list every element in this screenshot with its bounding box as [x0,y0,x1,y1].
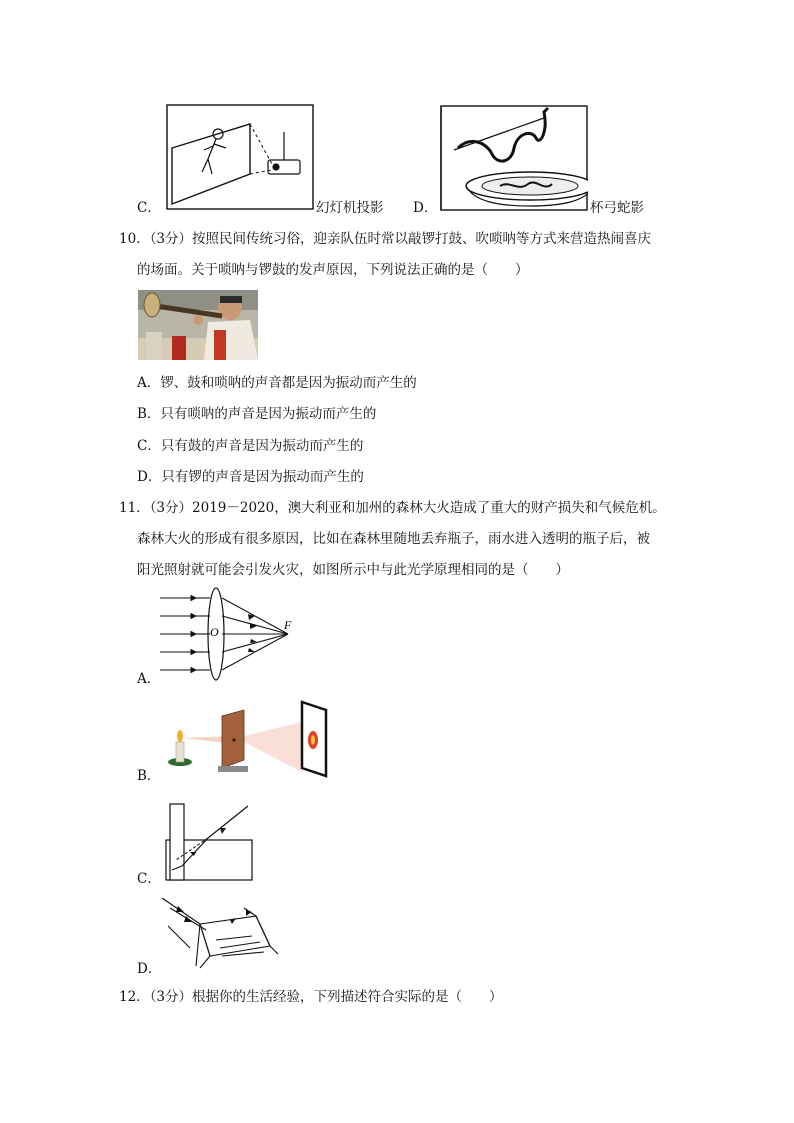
q11-option-d: D． [137,961,162,977]
q11-stem-line3: 阳光照射就可能会引发火灾，如图所示中与此光学原理相同的是（ ） [137,562,569,578]
q10-option-a: A．锣、鼓和唢呐的声音都是因为振动而产生的 [137,375,417,391]
suona-photo [138,290,258,360]
q10-line1 [119,230,651,248]
q12-score: （3分） [149,989,193,1005]
q11-option-c: C． [137,871,161,887]
q9-option-d-caption: 杯弓蛇影 [590,200,644,216]
q11-line1 [119,499,666,517]
q9-option-c-caption: 幻灯机投影 [316,200,384,216]
q10-stem-line2: 的场面。关于唢呐与锣鼓的发声原因，下列说法正确的是（ ） [137,262,529,278]
lens-center-label: O [210,625,219,639]
q11-stem-line1: 2019－2020，澳大利亚和加州的森林大火造成了重大的财产损失和气候危机。 [192,500,666,516]
q10-option-d: D．只有锣的声音是因为振动而产生的 [137,469,364,485]
pinhole-figure [164,698,330,778]
projector-figure [166,104,314,210]
q11-score: （3分） [149,500,193,516]
q12-line1 [119,988,503,1006]
refraction-figure [160,800,256,884]
q9-option-c-letter: C． [137,200,161,216]
q12-stem: 根据你的生活经验，下列描述符合实际的是（ ） [192,989,503,1005]
q11-option-b: B． [137,768,161,784]
q10-number: 10． [119,231,150,247]
reflection-figure [160,896,280,972]
q10-stem-line1: 按照民间传统习俗，迎亲队伍时常以敲锣打鼓、吹唢呐等方式来营造热闹喜庆 [192,231,652,247]
q11-number: 11． [119,500,150,516]
convex-lens-figure [160,586,295,686]
q10-option-c: C．只有鼓的声音是因为振动而产生的 [137,438,364,454]
q11-option-a: A． [137,671,161,687]
q9-option-d-letter: D． [413,200,438,216]
lens-focus-label: F [284,618,292,632]
q10-option-b: B．只有唢呐的声音是因为振动而产生的 [137,406,377,422]
snake-reflection-figure [440,102,588,212]
q10-score: （3分） [149,231,193,247]
q11-stem-line2: 森林大火的形成有很多原因，比如在森林里随地丢弃瓶子，雨水进入透明的瓶子后，被 [137,531,650,547]
q12-number: 12． [119,989,150,1005]
